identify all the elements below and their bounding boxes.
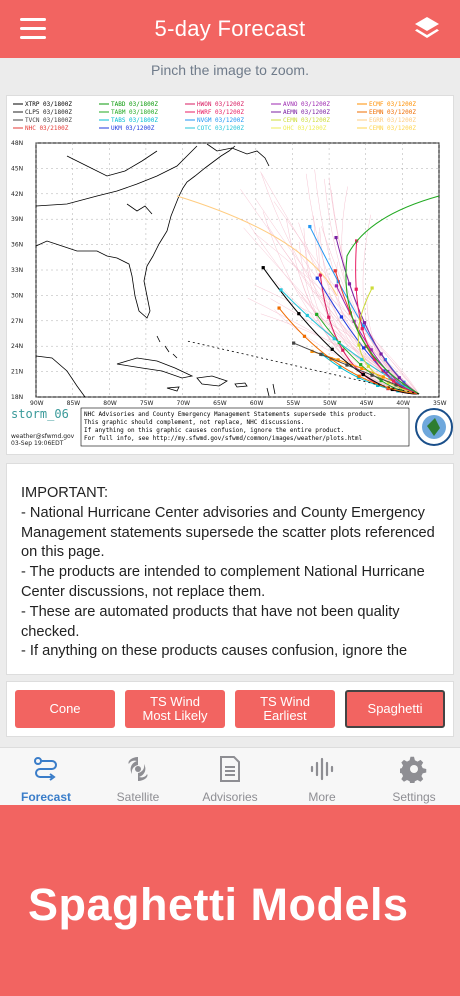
document-icon [218,755,242,783]
legend-entry: NHC 03/2100Z [25,125,69,132]
track-marker [303,335,306,338]
ts-wind-earliest-label: TS Wind Earliest [260,694,310,723]
notice-line: - These are automated products that have not been quality checked. [21,603,400,640]
lat-tick-label: 21N [11,368,24,376]
track-marker [371,286,374,289]
waveform-icon [309,756,335,782]
ts-wind-earliest-button[interactable] [235,690,335,728]
track-marker [315,313,318,316]
tab-more[interactable] [276,754,368,804]
route-icon [32,755,60,783]
track-marker [362,373,365,376]
tab-label: Settings [392,790,436,804]
lon-tick-label: 55W [286,400,301,407]
email-label: weather@sfwmd.gov [11,433,75,440]
legend-entry: COTC 03/1200Z [197,125,244,132]
track-marker [335,284,338,287]
lon-tick-label: 90W [30,400,44,407]
tab-label: Forecast [20,790,72,804]
track-marker [357,343,360,346]
track-marker [345,363,348,366]
legend-entry: TVCN 03/1800Z [25,117,72,124]
notice-card[interactable] [6,463,454,675]
lon-tick-label: 70W [176,400,191,407]
track-marker [348,282,351,285]
track-marker [297,312,300,315]
disclaimer-line: This graphic should complement, not replace, NHC discussions. [84,419,305,426]
legend-entry: CEMN 03/1200Z [283,117,330,124]
hurricane-icon [123,754,153,784]
spaghetti-plot-card[interactable] [6,95,454,455]
lat-tick-label: 48N [11,140,24,147]
notice-line: - If anything on these products causes confusion, ignore the [21,643,408,660]
sfwmd-seal [416,409,452,445]
tab-label: Satellite [116,790,160,804]
ts-wind-most-likely-button[interactable] [125,690,225,728]
lon-tick-label: 75W [139,400,154,407]
track-marker [367,365,370,368]
product-selector [6,681,454,737]
track-marker [358,375,361,378]
notice-line: - The products are intended to complement National Hurricane Center discussions, not replace them. [21,564,425,600]
zoom-hint: Pinch the image to zoom. [151,62,309,78]
legend-entry: CLP5 03/1800Z [25,109,72,116]
track-marker [279,288,282,291]
spaghetti-button[interactable] [345,690,445,728]
tab-satellite[interactable] [92,754,184,804]
plot-legend [13,101,416,132]
legend-entry: HWRF 03/1200Z [197,109,244,116]
tab-settings[interactable] [368,754,460,804]
legend-entry: TABD 03/1800Z [111,101,158,108]
legend-entry: AVNO 03/1200Z [283,101,330,108]
lon-tick-label: 40W [396,400,410,407]
tab-forecast[interactable] [0,754,92,804]
tab-advisories[interactable] [184,754,276,804]
cone-button-label: Cone [49,701,81,716]
track-marker [362,346,365,349]
track-marker [392,379,395,382]
tab-label: Advisories [202,790,258,804]
track-marker [398,376,401,379]
lat-tick-label: 24N [11,343,24,351]
track-marker [370,374,373,377]
track-marker [316,277,319,280]
lon-tick-label: 45W [359,400,374,407]
legend-entry: AEMN 03/1200Z [283,109,330,116]
track-marker [327,316,330,319]
legend-entry: CEMN 03/1200Z [369,125,416,132]
spaghetti-button-label: Spaghetti [367,701,423,716]
track-marker [308,225,311,228]
track-marker [382,375,385,378]
disclaimer-line: NHC Advisories and County Emergency Management Statements supersede this product. [84,411,377,418]
hamburger-icon[interactable] [20,18,46,40]
legend-entry: ECMF 03/1200Z [369,101,416,108]
legend-entry: OHC 03/1200Z [283,125,327,132]
track-marker [334,269,337,272]
lon-tick-label: 60W [249,400,264,407]
lat-tick-label: 33N [11,267,24,274]
track-marker [334,236,337,239]
disclaimer-line: For full info, see http://my.sfwmd.gov/sfwmd/common/images/weather/plots.html [84,435,363,442]
track-marker [277,306,280,309]
lon-tick-label: 35W [433,400,447,407]
legend-entry: TABS 03/1800Z [111,117,158,124]
promo-text: Spaghetti Models [28,879,409,930]
lat-tick-label: 18N [11,394,24,401]
storm-label: storm_06 [11,407,69,421]
track-marker [306,314,309,317]
track-marker [340,315,343,318]
lat-tick-label: 45N [11,165,24,173]
tab-bar [0,747,460,805]
track-marker [379,352,382,355]
legend-entry: EGRR 03/1200Z [369,117,416,124]
notice-line: IMPORTANT: [21,485,109,501]
cone-button[interactable] [15,690,115,728]
disclaimer-line: If anything on this graphic causes confusion, ignore the entire product. [84,427,345,434]
legend-entry: TABM 03/1800Z [111,109,158,116]
lon-tick-label: 80W [103,400,117,407]
gear-icon [400,755,428,783]
lon-tick-label: 50W [323,400,337,407]
track-marker [333,337,336,340]
lat-tick-label: 36N [11,241,24,249]
timestamp-label: 03-Sep 19:06EDT [11,440,64,447]
layers-icon[interactable] [412,14,442,44]
lat-tick-label: 30N [11,292,24,300]
top-bar [0,0,460,58]
legend-entry: NVGM 03/1200Z [197,117,244,124]
track-marker [331,348,334,351]
spaghetti-plot-image [7,96,455,456]
notice-line: - National Hurricane Center advisories and County Emergency Management statements supersede the scatter plots referenced on this page. [21,504,435,561]
lon-tick-label: 85W [66,400,81,407]
track-marker [363,321,366,324]
tab-label: More [308,790,336,804]
page-title: 5-day Forecast [154,16,306,41]
track-marker [262,266,265,269]
track-marker [359,363,362,366]
track-marker [355,288,358,291]
lon-tick-label: 65W [213,400,227,407]
lat-tick-label: 39N [11,216,24,224]
ts-wind-most-likely-label: TS Wind Most Likely [142,694,208,723]
legend-entry: UKM 03/1200Z [111,125,155,132]
track-marker [341,349,344,352]
track-marker [361,327,364,330]
lat-tick-label: 42N [11,190,24,198]
legend-entry: HWON 03/1200Z [197,101,244,108]
promo-banner [0,805,460,996]
legend-entry: EEMN 03/1200Z [369,109,416,116]
track-marker [319,353,322,356]
track-marker [292,341,295,344]
lat-tick-label: 27N [11,317,24,325]
legend-entry: XTRP 03/1800Z [25,101,72,108]
